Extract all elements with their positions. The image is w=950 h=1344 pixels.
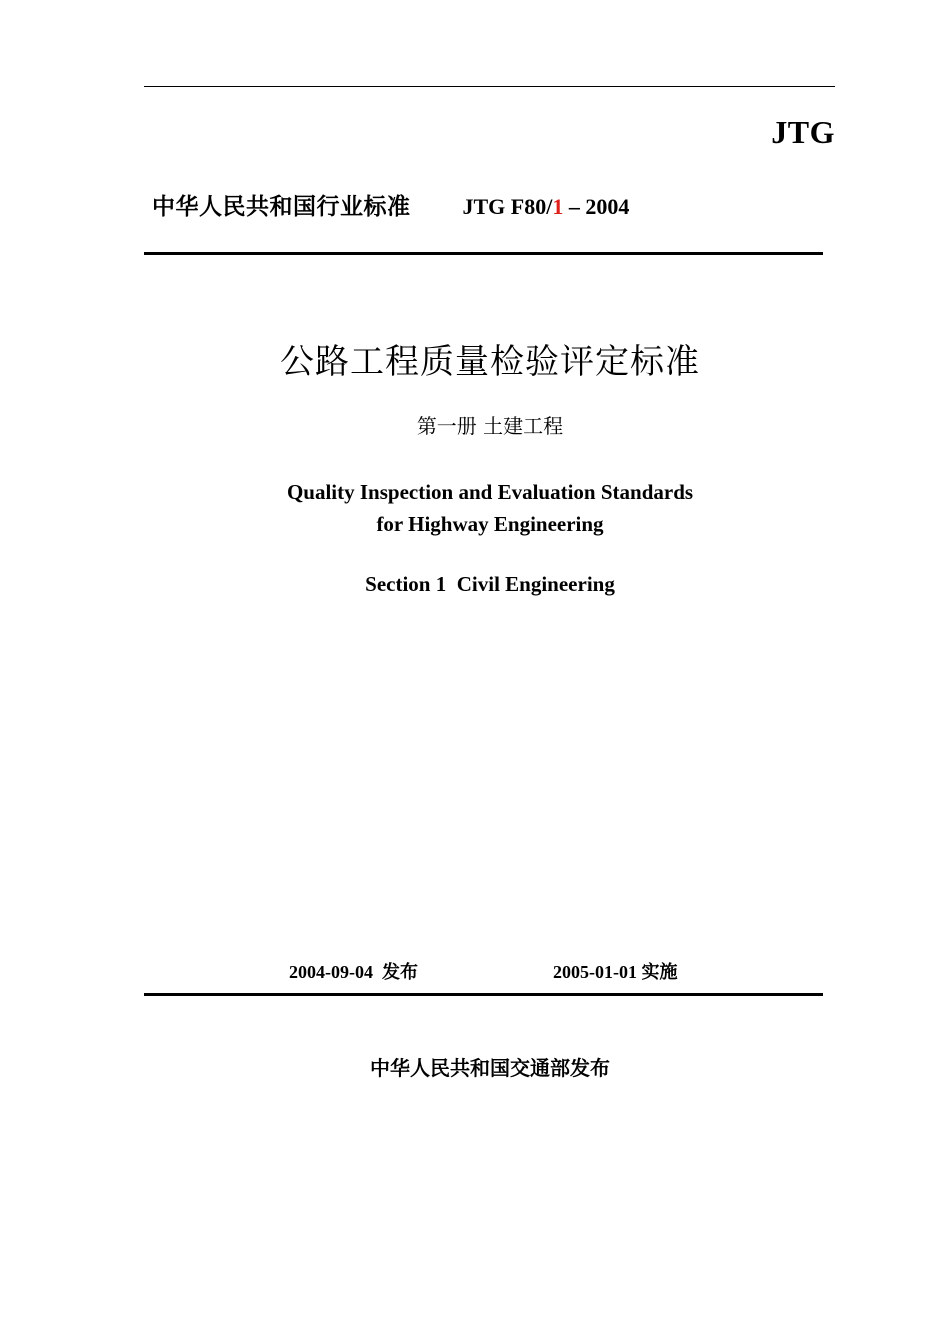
- volume-chinese: 第一册 土建工程: [416, 414, 564, 438]
- standard-line: [152, 188, 832, 221]
- publisher: 中华人民共和国交通部发布: [370, 1056, 610, 1080]
- issue-date: 2004-09-04: [289, 962, 373, 982]
- code-prefix: JTG F80/: [462, 194, 553, 219]
- title-english-line1: Quality Inspection and Evaluation Standards: [286, 480, 694, 504]
- jtg-logo: JTG: [771, 114, 835, 150]
- standard-type: 中华人民共和国行业标准: [152, 194, 411, 220]
- code-suffix: – 2004: [563, 194, 630, 219]
- title-english: [0, 476, 950, 540]
- header-thick-rule: [144, 252, 823, 255]
- title-english-line2: for Highway Engineering: [376, 512, 604, 536]
- issue-label: 发布: [382, 962, 418, 983]
- issue-date-block: [289, 958, 418, 984]
- top-thin-rule: [144, 86, 835, 87]
- standard-code: [463, 194, 630, 219]
- footer-thick-rule: [144, 993, 823, 996]
- section-english: Section 1 Civil Engineering: [365, 572, 615, 596]
- title-chinese: 公路工程质量检验评定标准: [280, 342, 700, 382]
- effective-label: 实施: [641, 962, 678, 983]
- effective-date: 2005-01-01: [553, 962, 637, 982]
- code-volume: 1: [552, 194, 564, 219]
- effective-date-block: [553, 958, 678, 984]
